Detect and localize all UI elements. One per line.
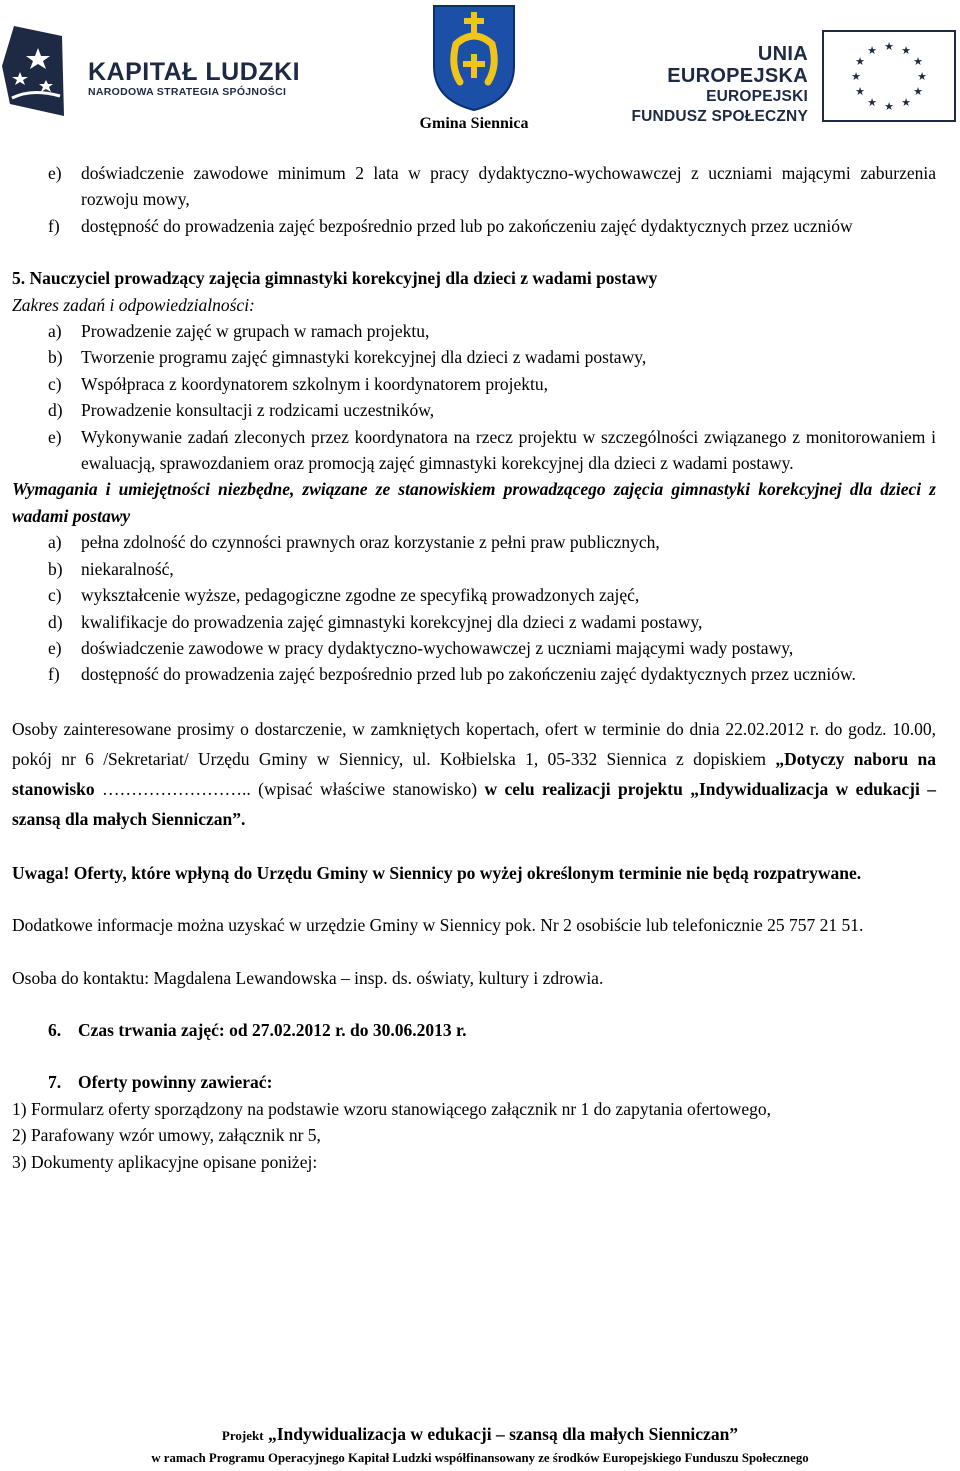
footer-project-title: „Indywidualizacja w edukacji – szansą dla małych Sienniczan” [267,1424,739,1444]
list-text: Wykonywanie zadań zleconych przez koordynatora na rzecz projektu w szczególności związanego z monitorowaniem i ewaluacją, sprawozdaniem oraz promocją zajęć gimnastyki korekcyjnej dla dzieci z wadami postawy. [81,426,936,474]
list-item [12,344,936,370]
list-text: niekaralność, [81,558,174,579]
list-item: 1) Formularz oferty sporządzony na podstawie wzoru stanowiącego załącznik nr 1 do zapytania ofertowego, [12,1098,772,1119]
list-text: Tworzenie programu zajęć gimnastyki korekcyjnej dla dzieci z wadami postawy, [81,347,647,368]
requirements-label: Wymagania i umiejętności niezbędne, związane ze stanowiskiem prowadzącego zajęcia gimnastyki korekcyjnej dla dzieci z wadami postawy [12,479,936,526]
eu-title: UNIA EUROPEJSKA [667,43,808,87]
section-marker: 6. [48,1019,62,1040]
list-marker: a) [48,321,62,342]
list-marker: b) [48,558,63,579]
svg-text:★: ★ [884,100,894,113]
submission-bold-1: „Dotyczy naboru na stanowisko [12,748,937,799]
footer-projekt-label: Projekt [221,1428,264,1443]
list-marker: f) [48,664,60,685]
eu-flag-icon [822,30,956,122]
warning-paragraph: Uwaga! Oferty, które wpłyną do Urzędu Gminy w Siennicy po wyżej określonym terminie nie będą rozpatrywane. [12,862,862,883]
list-item [12,529,936,555]
list-text: wykształcenie wyższe, pedagogiczne zgodne ze specyfiką prowadzonych zajęć, [81,585,640,606]
list-item: 3) Dokumenty aplikacyjne opisane poniżej: [12,1151,318,1172]
list-item: 2) Parafowany wzór umowy, załącznik nr 5, [12,1125,321,1146]
list-item [12,213,936,239]
list-item [12,661,936,687]
list-marker: e) [48,426,62,447]
list-item [12,160,936,213]
list-text: doświadczenie zawodowe w pracy dydaktyczno-wychowawczej z uczniami mającymi wady postawy, [81,637,794,658]
list-item [12,609,936,635]
svg-text:★: ★ [851,70,861,83]
svg-text:★: ★ [884,40,894,53]
header-logos [0,0,960,135]
submission-bold-2: w celu realizacji projektu „Indywidualizacja w edukacji – szansą dla małych Sienniczan”. [12,778,936,829]
page-footer [0,1422,960,1468]
list-marker: d) [48,611,63,632]
duties-label: Zakres zadań i odpowiedzialności: [12,294,255,315]
svg-text:★: ★ [867,44,877,57]
list-text: doświadczenie zawodowe minimum 2 lata w pracy dydaktyczno-wychowawczej z uczniami mającymi zaburzenia rozwoju mowy, [81,163,936,210]
list-marker: b) [48,347,63,368]
section-7-heading [12,1069,936,1095]
list-marker: a) [48,532,62,553]
document-body [12,160,936,1175]
list-item [12,318,936,344]
list-marker: e) [48,637,62,658]
list-text: Współpraca z koordynatorem szkolnym i koordynatorem projektu, [81,373,549,394]
section-7-text: Oferty powinny zawierać: [78,1072,273,1093]
list-text: dostępność do prowadzenia zajęć bezpośrednio przed lub po zakończeniu zajęć dydaktycznych przez uczniów [81,215,853,236]
kapital-ludzki-wordmark [88,59,300,99]
eu-wordmark [618,43,808,127]
section-6-heading [12,1017,936,1043]
section-marker: 7. [48,1072,62,1093]
svg-text:★: ★ [855,85,865,98]
kapital-ludzki-logo-icon [2,26,66,118]
eu-line3: FUNDUSZ SPOŁECZNY [631,108,808,125]
submission-text-1: Osoby zainteresowane prosimy o dostarczenie, w zamkniętych kopertach, ofert w terminie do dnia 22.02.2012 r. do godz. 10.00, pokój nr 6 /Sekretariat/ Urzędu Gminy w Siennicy, ul. Kołbielska 1, 05-332 Siennica z dopiskiem [12,718,936,769]
svg-text:★: ★ [901,44,911,57]
list-text: Prowadzenie zajęć w grupach w ramach projektu, [81,321,430,342]
list-text: kwalifikacje do prowadzenia zajęć gimnastyki korekcyjnej dla dzieci z wadami postawy, [81,611,703,632]
list-item [12,635,936,661]
gmina-name: Gmina Siennica [419,115,529,132]
list-item [12,424,936,477]
list-text: pełna zdolność do czynności prawnych oraz korzystanie z pełni praw publicznych, [81,532,660,553]
list-item [12,582,936,608]
section-6-text: Czas trwania zajęć: od 27.02.2012 r. do 30.06.2013 r. [78,1019,467,1040]
list-marker: c) [48,373,62,394]
kl-subtitle: NARODOWA STRATEGIA SPÓJNOŚCI [88,86,287,98]
list-item [12,556,936,582]
submission-text-2: …………………….. (wpisać właściwe stanowisko) [94,778,485,799]
svg-text:★: ★ [913,55,923,68]
svg-text:★: ★ [855,55,865,68]
footer-program-line: w ramach Programu Operacyjnego Kapitał Ludzki współfinansowany ze środków Europejskiego Funduszu Społecznego [151,1451,809,1465]
list-marker: d) [48,400,63,421]
info-paragraph: Dodatkowe informacje można uzyskać w urzędzie Gminy w Siennicy pok. Nr 2 osobiście lub telefonicznie 25 757 21 51. [12,915,864,936]
svg-text:★: ★ [917,70,927,83]
list-item [12,371,936,397]
list-marker: e) [48,163,62,183]
gmina-crest-icon [432,4,516,112]
list-text: Prowadzenie konsultacji z rodzicami uczestników, [81,400,435,421]
section-5-heading: 5. Nauczyciel prowadzący zajęcia gimnastyki korekcyjnej dla dzieci z wadami postawy [12,268,658,289]
list-item [12,397,936,423]
submission-paragraph [12,714,936,834]
list-marker: c) [48,585,62,606]
list-text: dostępność do prowadzenia zajęć bezpośrednio przed lub po zakończeniu zajęć dydaktycznych przez uczniów. [81,664,856,685]
list-marker: f) [48,215,60,236]
svg-text:★: ★ [867,96,877,109]
kl-title: KAPITAŁ LUDZKI [88,58,301,86]
eu-line2: EUROPEJSKI [706,88,808,105]
footer-project-line [0,1422,960,1448]
svg-text:★: ★ [901,96,911,109]
svg-text:★: ★ [913,85,923,98]
contact-paragraph: Osoba do kontaktu: Magdalena Lewandowska – insp. ds. oświaty, kultury i zdrowia. [12,967,604,988]
